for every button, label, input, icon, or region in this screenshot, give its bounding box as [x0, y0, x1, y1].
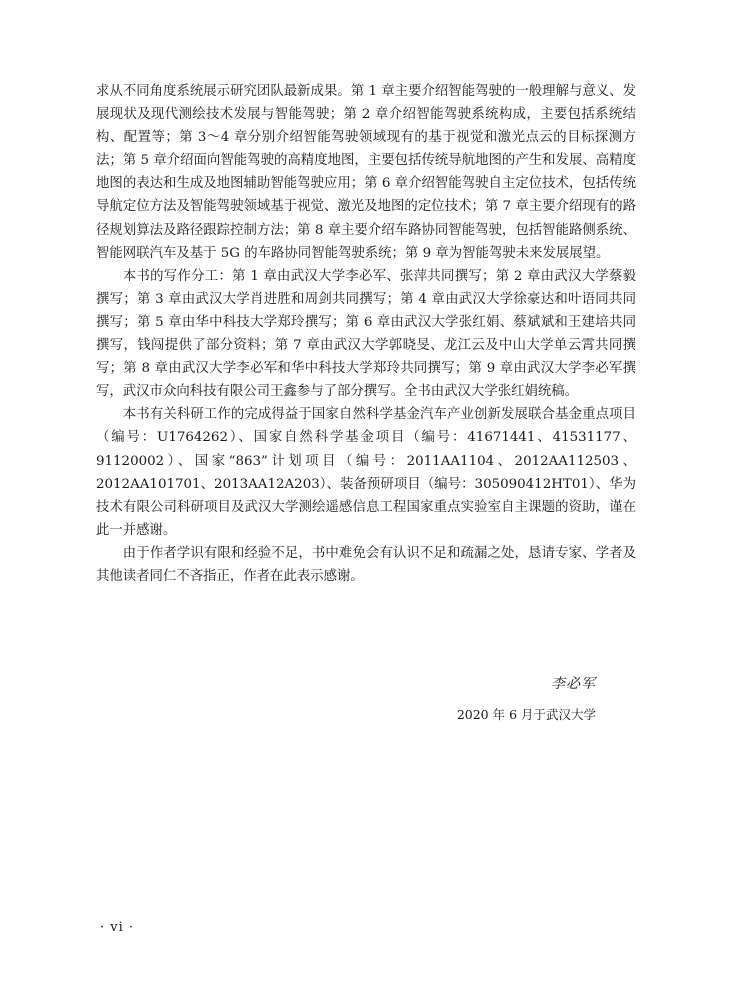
author-signature: 李必军 [551, 676, 596, 692]
preface-dateline: 2020 年 6 月于武汉大学 [456, 707, 596, 722]
preface-paragraph-2: 本书的写作分工：第 1 章由武汉大学李必军、张萍共同撰写；第 2 章由武汉大学蔡毅撰写；第 3 章由武汉大学肖进胜和周剑共同撰写；第 4 章由武汉大学徐豪达和叶语同共同撰写；第 5 章由华中科技大学郑玲撰写；第 6 章由武汉大学张红娟、蔡斌斌和王建培共同撰写，钱闯提供了部分资料；第 7 章由武汉大学郭晓旻、龙江云及中山大学单云霄共同撰写；第 8 章由武汉大学李必军和华中科技大学郑玲共同撰写；第 9 章由武汉大学李必军撰写，武汉市众向科技有限公司王鑫参与了部分撰写。全书由武汉大学张红娟统稿。 [96, 268, 636, 400]
preface-paragraph-4: 由于作者学识有限和经验不足，书中难免会有认识不足和疏漏之处，恳请专家、学者及其他读者同仁不吝指正，作者在此表示感谢。 [96, 545, 636, 584]
preface-body [96, 80, 636, 722]
preface-paragraph-1: 求从不同角度系统展示研究团队最新成果。第 1 章主要介绍智能驾驶的一般理解与意义、发展现状及现代测绘技术发展与智能驾驶；第 2 章介绍智能驾驶系统构成，主要包括系统结构、配置等；第 3～4 章分别介绍智能驾驶领域现有的基于视觉和激光点云的目标探测方法；第 5 章介绍面向智能驾驶的高精度地图，主要包括传统导航地图的产生和发展、高精度地图的表达和生成及地图辅助智能驾驶应用；第 6 章介绍智能驾驶自主定位技术，包括传统导航定位方法及智能驾驶领域基于视觉、激光及地图的定位技术；第 7 章主要介绍现有的路径规划算法及路径跟踪控制方法；第 8 章主要介绍车路协同智能驾驶，包括智能路侧系统、智能网联汽车及基于 5G 的车路协同智能驾驶系统；第 9 章为智能驾驶未来发展展望。 [96, 84, 636, 261]
page-number: · vi · [100, 920, 135, 935]
preface-paragraph-3: 本书有关科研工作的完成得益于国家自然科学基金汽车产业创新发展联合基金重点项目（编号：U1764262）、国家自然科学基金项目（编号：41671441、41531177、91120002）、国家“863”计划项目（编号：2011AA1104、2012AA112503、2012AA101701、2013AA12A203）、装备预研项目（编号：305090412HT01）、华为技术有限公司科研项目及武汉大学测绘遥感信息工程国家重点实验室自主课题的资助，谨在此一并感谢。 [96, 407, 636, 538]
